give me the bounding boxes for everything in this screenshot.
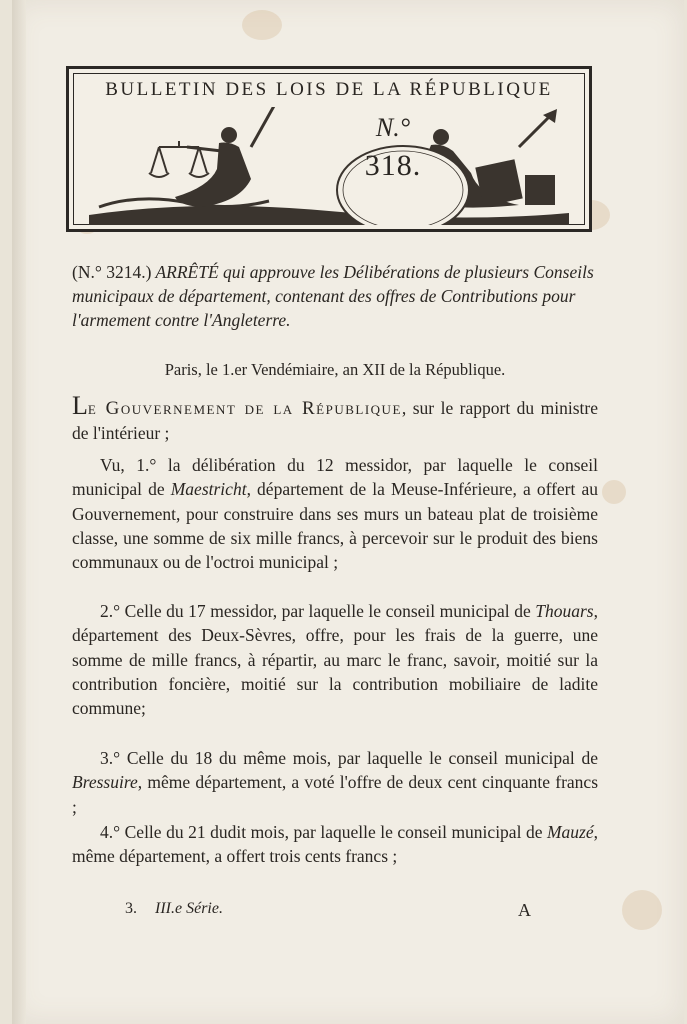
drop-initial: L [72,391,88,420]
p3-place: Bressuire [72,772,138,793]
decree-title [72,260,598,332]
justice-figure-icon [175,107,279,207]
government-heading: e Gouvernement de la République [87,398,402,419]
bulletin-title: BULLETIN DES LOIS DE LA RÉPUBLIQUE [105,79,553,100]
paragraph-4 [72,820,598,869]
bulletin-number [327,111,459,193]
p2-text-a: 2.° Celle du 17 messidor, par laquelle le conseil municipal de [100,601,536,621]
scales-icon [149,141,209,177]
paragraph-preamble [72,391,598,446]
p4-text-a: 4.° Celle du 21 dudit mois, par laquelle le conseil municipal de [100,822,547,842]
p1-place: Maestricht [170,479,247,500]
stain [242,10,282,40]
p2-text-b: , département des Deux-Sèvres, offre, pour les frais de la guerre, une somme de mille francs, à répartir, au marc le franc, savoir, moitié sur la contribution foncière, moitié sur la contribution mobiliaire de ladite commune; [72,601,598,719]
decree-number: (N.° 3214.) [72,262,152,282]
p4-place: Mauzé [546,822,594,842]
stain [602,480,626,504]
number-label: N.° [375,113,411,142]
paper-edge [12,0,26,1024]
preamble-text: , sur le rapport du ministre de l'intérieur ; [72,398,598,444]
p3-text-b: , même département, a voté l'offre de deux cent cinquante francs ; [72,772,598,817]
p2-place: Thouars [535,601,594,621]
bulletin-header [66,66,592,232]
p1-text-b: , département de la Meuse-Inférieure, a offert au Gouvernement, pour construire dans ses murs un bateau plat de troisième classe, une somme de six mille francs, à percevoir sur le produit des biens communaux ou de l'octroi municipal ; [72,479,598,573]
signature-mark: A [518,900,531,920]
decree-title-text: ARRÊTÉ qui approuve les Délibérations de plusieurs Conseils municipaux de département, contenant des offres de Contributions pour l'armement contre l'Angleterre. [72,262,594,330]
p1-text-a: Vu, 1.° la délibération du 12 messidor, par laquelle le conseil municipal de [72,455,598,500]
page-footer [125,900,223,918]
paragraph-2 [72,599,598,720]
dateline: Paris, le 1.er Vendémiaire, an XII de la République. [164,360,506,379]
stain [622,890,662,930]
paragraph-1 [72,453,598,574]
page-number: 3. [125,900,137,917]
series-label: III.e Série. [155,900,223,917]
number-value: 318. [364,149,422,182]
p3-text-a: 3.° Celle du 18 du même mois, par laquelle le conseil municipal de [100,748,598,768]
paragraph-3 [72,746,598,819]
p4-text-b: , même département, a offert trois cents francs ; [72,822,598,867]
